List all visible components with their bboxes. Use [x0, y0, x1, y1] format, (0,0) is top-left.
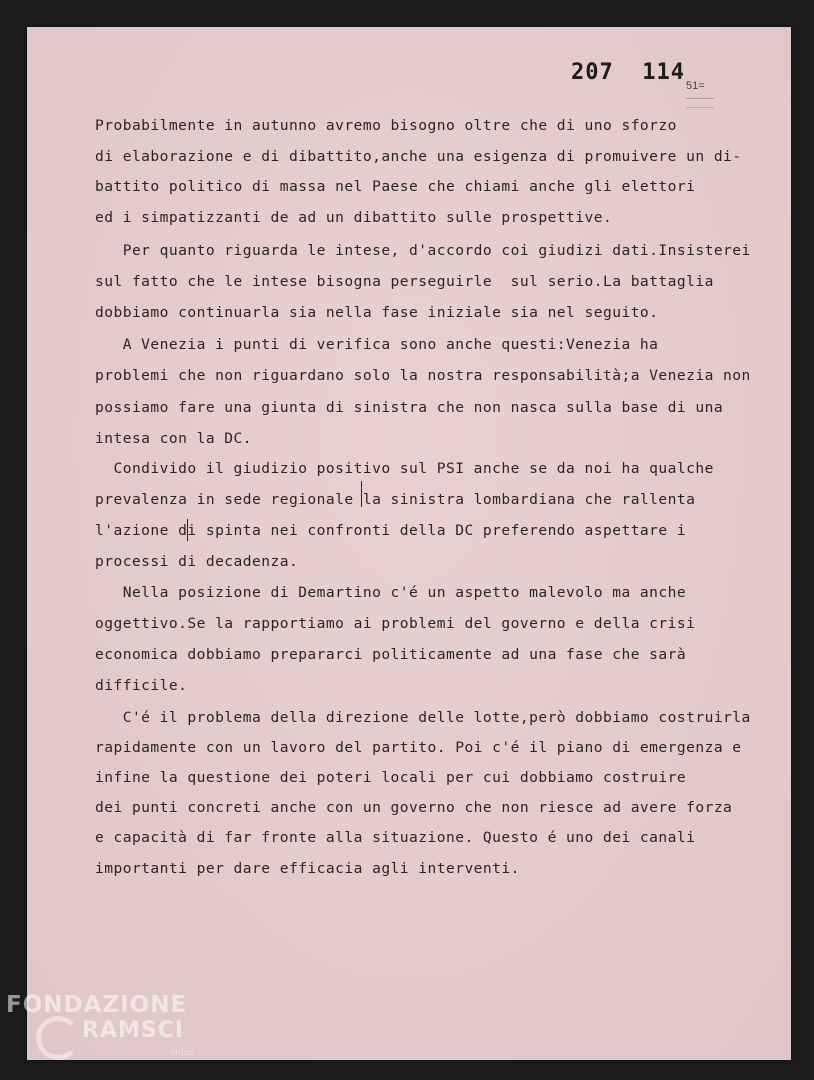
faint-annotation	[686, 98, 714, 108]
body-line: infine la questione dei poteri locali per cui dobbiamo costruire	[95, 769, 687, 786]
body-line: ed i simpatizzanti de ad un dibattito sulle prospettive.	[95, 209, 613, 226]
handwritten-insertion-mark	[361, 481, 362, 507]
body-line: economica dobbiamo prepararci politicamente ad una fase che sarà	[95, 646, 687, 663]
fondazione-gramsci-watermark	[6, 992, 195, 1058]
body-line: Probabilmente in autunno avremo bisogno oltre che di uno sforzo	[95, 117, 677, 134]
body-line: di elaborazione e di dibattito,anche una esigenza di promuivere un di-	[95, 148, 742, 165]
handwritten-correction-mark	[187, 519, 188, 541]
body-line: importanti per dare efficacia agli interventi.	[95, 860, 520, 877]
body-line: e capacità di far fronte alla situazione. Questo é uno dei canali	[95, 829, 696, 846]
body-line: intesa con la DC.	[95, 430, 253, 447]
body-line: rapidamente con un lavoro del partito. Poi c'é il piano di emergenza e	[95, 739, 742, 756]
body-line: dobbiamo continuarla sia nella fase iniziale sia nel seguito.	[95, 304, 659, 321]
sub-number: 51=	[686, 80, 705, 92]
body-line: prevalenza in sede regionale la sinistra lombardiana che rallenta	[95, 491, 696, 508]
body-line: oggettivo.Se la rapportiamo ai problemi del governo e della crisi	[95, 615, 696, 632]
body-line: problemi che non riguardano solo la nostra responsabilità;a Venezia non	[95, 367, 751, 384]
body-line: l'azione di spinta nei confronti della DC preferendo aspettare i	[95, 522, 687, 539]
body-line: dei punti concreti anche con un governo che non riesce ad avere forza	[95, 799, 733, 816]
body-line: A Venezia i punti di verifica sono anche questi:Venezia ha	[95, 336, 659, 353]
watermark-onlus: onlus	[170, 1048, 195, 1058]
archive-number: 207 114	[571, 60, 685, 85]
body-line: difficile.	[95, 677, 188, 694]
watermark-line1: FONDAZIONE	[6, 992, 188, 1018]
body-line: Per quanto riguarda le intese, d'accordo coi giudizi dati.Insisterei	[95, 242, 751, 259]
body-line: Condivido il giudizio positivo sul PSI anche se da noi ha qualche	[95, 460, 714, 477]
body-line: Nella posizione di Demartino c'é un aspetto malevolo ma anche	[95, 584, 687, 601]
body-line: battito politico di massa nel Paese che chiami anche gli elettori	[95, 178, 696, 195]
watermark-line2: RAMSCI	[82, 1018, 185, 1043]
body-line: possiamo fare una giunta di sinistra che non nasca sulla base di una	[95, 399, 724, 416]
body-line: C'é il problema della direzione delle lotte,però dobbiamo costruirla	[95, 709, 751, 726]
gramsci-g-logo-icon	[36, 1016, 80, 1060]
body-line: processi di decadenza.	[95, 553, 299, 570]
body-line: sul fatto che le intese bisogna perseguirle sul serio.La battaglia	[95, 273, 714, 290]
